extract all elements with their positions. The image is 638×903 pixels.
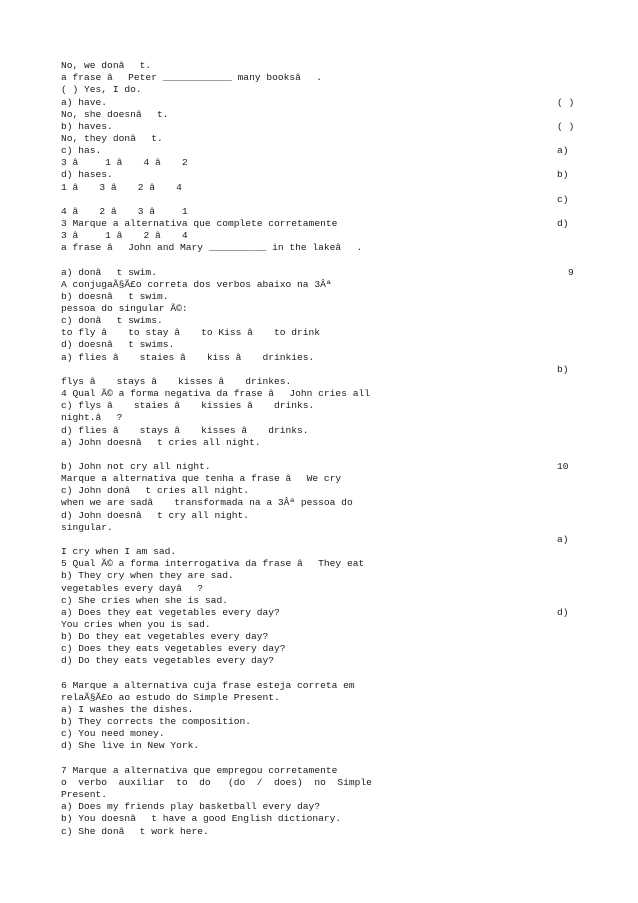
text-line: night.â? <box>61 412 123 424</box>
text-line: 4 â 2 â 3 â 1 <box>61 205 188 217</box>
text-line: c) She cries when she is sad. <box>61 594 228 606</box>
text-line: c) flys â staies â kissies â drinks. <box>61 400 315 412</box>
text-line: d) doesnât swims. <box>61 339 175 351</box>
text-line: b) John not cry all night. <box>61 460 211 472</box>
text-line: b) Do they eat vegetables every day? <box>61 631 269 643</box>
text-line: A conjugaÃ§Ã£o correta dos verbos abaixo na 3Âª <box>61 278 332 290</box>
text-line: I cry when I am sad. <box>61 546 177 557</box>
text-line: d) hases. <box>61 169 113 181</box>
text-line: c) donât swims. <box>61 315 163 327</box>
text-line: Marque a alternativa que tenha a frase âWe cry <box>61 473 342 485</box>
right-column-marker: ( ) <box>557 96 575 108</box>
text-line: d) She live in New York. <box>61 740 200 752</box>
text-line: a) John doesnât cries all night. <box>61 436 261 448</box>
text-line: d) flies â stays â kisses â drinks. <box>61 424 309 436</box>
text-line: a frase âJohn and Mary __________ in the lakeâ. <box>61 242 363 254</box>
text-line: 4 Qual Ã© a forma negativa da frase âJohn cries all <box>61 388 370 400</box>
text-line: Present. <box>61 789 108 800</box>
text-line: b) They corrects the composition. <box>61 716 251 728</box>
right-column-marker: a) <box>557 533 569 545</box>
text-line: c) John donât cries all night. <box>61 485 250 497</box>
right-column-marker: d) <box>557 606 569 618</box>
text-line: a) Does my friends play basketball every day? <box>61 801 321 813</box>
right-column-marker: b) <box>557 169 569 181</box>
text-line: c) Does they eats vegetables every day? <box>61 643 286 655</box>
text-line: a) flies â staies â kiss â drinkies. <box>61 351 315 363</box>
text-line: a) have. <box>61 96 108 108</box>
text-line: o verbo auxiliar to do (do / does) no Simple <box>61 776 372 788</box>
text-line: d) Do they eats vegetables every day? <box>61 655 275 667</box>
text-line: b) haves. <box>61 120 113 132</box>
right-column-marker: b) <box>557 363 569 375</box>
right-column-marker: a) <box>557 145 569 157</box>
right-column-marker: ( ) <box>557 120 575 132</box>
text-line: vegetables every dayâ? <box>61 582 204 594</box>
text-line: No, they donât. <box>61 132 163 144</box>
text-line: 1 â 3 â 2 â 4 <box>61 181 182 193</box>
text-line: a) donât swim. <box>61 266 157 278</box>
text-line: 3 â 1 â 4 â 2 <box>61 157 188 169</box>
text-line: c) You need money. <box>61 728 165 740</box>
text-line: You cries when you is sad. <box>61 618 211 630</box>
text-line: b) You doesnât have a good English dictionary. <box>61 813 342 825</box>
text-line: 3 â 1 â 2 â 4 <box>61 230 188 242</box>
text-line: singular. <box>61 521 113 533</box>
text-line: 3 Marque a alternativa que complete corretamente <box>61 218 338 229</box>
text-line: 7 Marque a alternativa que empregou corretamente <box>61 764 338 776</box>
text-line: a frase âPeter ____________ many booksâ. <box>61 72 322 84</box>
text-line: c) She donât work here. <box>61 825 209 837</box>
text-line: b) doesnât swim. <box>61 290 169 302</box>
text-line: c) has. <box>61 145 102 157</box>
text-line: flys â stays â kisses â drinkes. <box>61 375 292 387</box>
right-column-marker: 9 <box>568 266 574 278</box>
text-line: ( ) Yes, I do. <box>61 84 142 96</box>
text-line: pessoa do singular Ã©: <box>61 303 188 314</box>
text-line: a) I washes the dishes. <box>61 704 194 715</box>
text-line: d) John doesnât cry all night. <box>61 509 250 521</box>
right-column-marker: 10 <box>557 460 569 472</box>
text-line: 5 Qual Ã© a forma interrogativa da frase âThey eat <box>61 558 365 570</box>
text-line: No, she doesnât. <box>61 108 169 120</box>
text-line: relaÃ§Ã£o ao estudo do Simple Present. <box>61 691 280 703</box>
text-line: No, we donât. <box>61 60 152 71</box>
right-column-marker: d) <box>557 218 569 229</box>
right-column-marker: c) <box>557 193 569 205</box>
text-line: 6 Marque a alternativa cuja frase esteja correta em <box>61 679 355 691</box>
text-line: a) Does they eat vegetables every day? <box>61 606 280 618</box>
text-line: b) They cry when they are sad. <box>61 570 234 582</box>
text-line: when we are sadâ transformada na a 3Âª pessoa do <box>61 497 353 509</box>
text-line: to fly â to stay â to Kiss â to drink <box>61 327 321 339</box>
